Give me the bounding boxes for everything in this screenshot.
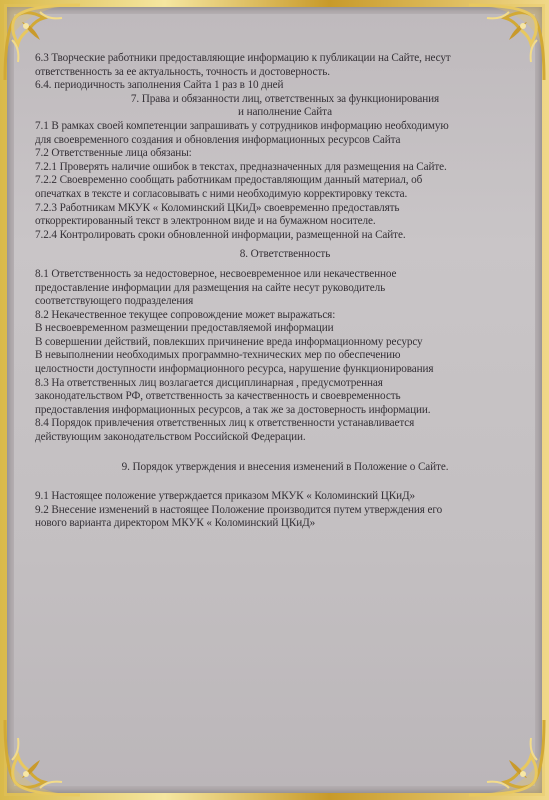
paragraph-line: 8.1 Ответственность за недостоверное, несвоевременное или некачественное — [35, 267, 397, 280]
paragraph-line: В невыполнении необходимых программно-технических мер по обеспечению — [35, 349, 401, 362]
ornament-corner-icon — [0, 714, 86, 800]
document-text — [35, 52, 535, 531]
section-7-title: 7. Права и обязанности лиц, ответственных за функционирования — [130, 92, 440, 105]
paragraph-line: ответственность за ее актуальность, точность и достоверность. — [35, 65, 330, 78]
paragraph-line: 6.4. периодичность заполнения Сайта 1 раз в 10 дней — [35, 79, 284, 92]
paragraph-line: для своевременного создания и обновления информационных ресурсов Сайта — [35, 133, 401, 146]
paragraph-line: 7.2 Ответственные лица обязаны: — [35, 147, 192, 160]
paragraph-line: предоставление информации для размещения на сайте несут руководитель — [35, 281, 386, 294]
ornament-corner-icon — [463, 0, 549, 86]
paragraph-line: 7.1 В рамках своей компетенции запрашивать у сотрудников информацию необходимую — [35, 119, 449, 132]
paragraph-line: откорректированный текст в электронном виде и на бумажном носителе. — [35, 215, 376, 228]
paragraph-line: 8.3 На ответственных лиц возлагается дисциплинарная , предусмотренная — [35, 376, 383, 389]
paragraph-line: В совершении действий, повлекших причинение вреда информационному ресурсу — [35, 335, 423, 348]
ornament-corner-icon — [0, 0, 86, 86]
paragraph-line: 7.2.2 Своевременно сообщать работникам предоставляющим данный материал, об — [35, 174, 423, 187]
paragraph-line: 7.2.3 Работникам МКУК « Коломинский ЦКиД» своевременно предоставлять — [35, 201, 400, 214]
paragraph-line: 8.4 Порядок привлечения ответственных лиц к ответственности устанавливается — [35, 417, 415, 430]
paragraph-line: 9.2 Внесение изменений в настоящее Положение производится путем утверждения его — [35, 503, 443, 516]
paragraph-line: предоставления информационных ресурсов, а так же за достоверность информации. — [35, 403, 431, 416]
paragraph-line: целостности доступности информационного ресурса, нарушение функционирования — [35, 363, 434, 376]
section-9-title: 9. Порядок утверждения и внесения изменений в Положение о Сайте. — [121, 460, 449, 473]
paragraph-line: действующим законодательством Российской Федерации. — [35, 431, 306, 444]
section-7-title: и наполнение Сайта — [238, 106, 332, 119]
paragraph-line: нового варианта директором МКУК « Коломинский ЦКиД» — [35, 517, 316, 530]
ornament-corner-icon — [463, 714, 549, 800]
paragraph-line: 7.2.4 Контролировать сроки обновленной информации, размещенной на Сайте. — [35, 228, 406, 241]
paragraph-line: 9.1 Настоящее положение утверждается приказом МКУК « Коломинский ЦКиД» — [35, 490, 416, 503]
paragraph-line: 7.2.1 Проверять наличие ошибок в текстах, предназначенных для размещения на Сайте. — [35, 160, 447, 173]
section-8-title: 8. Ответственность — [239, 248, 331, 261]
paragraph-line: опечатках в тексте и согласовывать с ними необходимую корректировку текста. — [35, 187, 408, 200]
paragraph-line: 6.3 Творческие работники предоставляющие информацию к публикации на Сайте, несут — [35, 52, 451, 64]
paragraph-line: 8.2 Некачественное текущее сопровождение может выражаться: — [35, 308, 336, 321]
paragraph-line: законодательством РФ, ответственность за качественность и своевременность — [35, 390, 401, 403]
paragraph-line: В несвоевременном размещении предоставляемой информации — [35, 322, 334, 335]
paragraph-line: соответствующего подразделения — [35, 295, 194, 308]
